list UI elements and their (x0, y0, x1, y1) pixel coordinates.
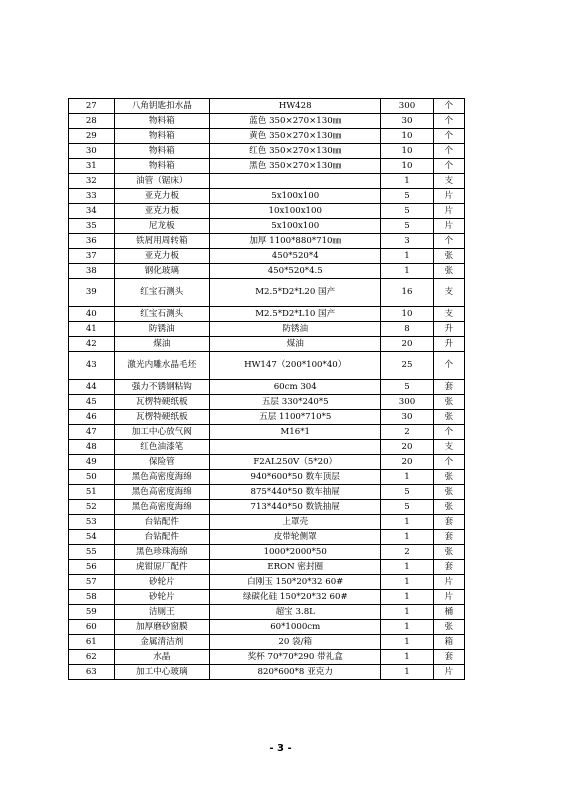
item-unit-cell: 片 (433, 189, 465, 204)
item-number-cell: 55 (69, 545, 115, 560)
item-number-cell: 48 (69, 440, 115, 455)
item-name-cell: 尼龙板 (114, 219, 209, 234)
item-number-cell: 53 (69, 515, 115, 530)
item-spec-cell: 450*520*4.5 (210, 264, 381, 279)
item-number-cell: 45 (69, 395, 115, 410)
item-spec-cell: 820*600*8 亚克力 (210, 665, 381, 680)
item-quantity-cell: 1 (381, 249, 433, 264)
item-quantity-cell: 1 (381, 470, 433, 485)
table-row (69, 189, 465, 204)
item-name-cell: 加工中心放气阀 (114, 425, 209, 440)
item-unit-cell: 张 (433, 620, 465, 635)
item-quantity-cell: 3 (381, 234, 433, 249)
items-table-body (69, 99, 465, 680)
item-quantity-cell: 25 (381, 352, 433, 380)
item-number-cell: 39 (69, 279, 115, 307)
item-quantity-cell: 1 (381, 665, 433, 680)
item-unit-cell: 张 (433, 500, 465, 515)
item-spec-cell: 黄色 350×270×130㎜ (210, 129, 381, 144)
item-quantity-cell: 5 (381, 380, 433, 395)
item-unit-cell: 套 (433, 530, 465, 545)
item-name-cell: 黑色珍珠海绵 (114, 545, 209, 560)
table-row (69, 635, 465, 650)
item-spec-cell: 1000*2000*50 (210, 545, 381, 560)
item-spec-cell: 黑色 350×270×130㎜ (210, 159, 381, 174)
item-number-cell: 34 (69, 204, 115, 219)
item-spec-cell: 875*440*50 数车抽屉 (210, 485, 381, 500)
item-spec-cell: 940*600*50 数车顶层 (210, 470, 381, 485)
table-row (69, 395, 465, 410)
item-number-cell: 58 (69, 590, 115, 605)
item-number-cell: 43 (69, 352, 115, 380)
item-quantity-cell: 1 (381, 650, 433, 665)
item-number-cell: 31 (69, 159, 115, 174)
item-quantity-cell: 2 (381, 545, 433, 560)
item-unit-cell: 支 (433, 279, 465, 307)
item-unit-cell: 个 (433, 144, 465, 159)
item-unit-cell: 张 (433, 410, 465, 425)
table-row (69, 425, 465, 440)
item-name-cell: 激光内雕水晶毛坯 (114, 352, 209, 380)
item-spec-cell: 蓝色 350×270×130㎜ (210, 114, 381, 129)
table-row (69, 380, 465, 395)
table-row (69, 560, 465, 575)
table-row (69, 307, 465, 322)
item-spec-cell: M2.5*D2*L10 国产 (210, 307, 381, 322)
item-unit-cell: 片 (433, 575, 465, 590)
item-name-cell: 台钻配件 (114, 515, 209, 530)
item-unit-cell: 张 (433, 470, 465, 485)
item-spec-cell: HW428 (210, 99, 381, 114)
item-number-cell: 28 (69, 114, 115, 129)
item-spec-cell: 五层 1100*710*5 (210, 410, 381, 425)
item-name-cell: 黑色高密度海绵 (114, 470, 209, 485)
item-unit-cell: 片 (433, 204, 465, 219)
page-number: - 3 - (269, 743, 292, 754)
item-unit-cell: 片 (433, 590, 465, 605)
item-spec-cell: HW147（200*100*40） (210, 352, 381, 380)
item-quantity-cell: 30 (381, 114, 433, 129)
item-spec-cell (210, 440, 381, 455)
item-name-cell: 金属清洁剂 (114, 635, 209, 650)
item-number-cell: 63 (69, 665, 115, 680)
item-quantity-cell: 10 (381, 129, 433, 144)
item-quantity-cell: 1 (381, 620, 433, 635)
item-spec-cell: 5x100x100 (210, 189, 381, 204)
item-unit-cell: 个 (433, 425, 465, 440)
table-row (69, 234, 465, 249)
table-row (69, 219, 465, 234)
item-quantity-cell: 20 (381, 455, 433, 470)
item-name-cell: 砂轮片 (114, 590, 209, 605)
item-number-cell: 52 (69, 500, 115, 515)
table-row (69, 337, 465, 352)
table-row (69, 530, 465, 545)
item-name-cell: 亚克力板 (114, 189, 209, 204)
table-row (69, 485, 465, 500)
item-unit-cell: 张 (433, 395, 465, 410)
table-row (69, 500, 465, 515)
item-unit-cell: 箱 (433, 635, 465, 650)
item-spec-cell: 60cm 304 (210, 380, 381, 395)
item-unit-cell: 个 (433, 99, 465, 114)
item-quantity-cell: 1 (381, 264, 433, 279)
item-quantity-cell: 1 (381, 590, 433, 605)
item-quantity-cell: 2 (381, 425, 433, 440)
table-row (69, 590, 465, 605)
item-number-cell: 41 (69, 322, 115, 337)
item-number-cell: 54 (69, 530, 115, 545)
table-row (69, 322, 465, 337)
table-row (69, 174, 465, 189)
item-spec-cell: 皮带轮侧罩 (210, 530, 381, 545)
item-unit-cell: 套 (433, 650, 465, 665)
item-number-cell: 61 (69, 635, 115, 650)
table-row (69, 665, 465, 680)
item-spec-cell: M16*1 (210, 425, 381, 440)
item-number-cell: 27 (69, 99, 115, 114)
item-unit-cell: 支 (433, 307, 465, 322)
item-quantity-cell: 1 (381, 575, 433, 590)
item-quantity-cell: 1 (381, 635, 433, 650)
table-row (69, 440, 465, 455)
item-quantity-cell: 30 (381, 410, 433, 425)
item-unit-cell: 个 (433, 352, 465, 380)
item-name-cell: 强力不锈钢粘钩 (114, 380, 209, 395)
item-number-cell: 46 (69, 410, 115, 425)
table-row (69, 279, 465, 307)
item-name-cell: 红色油漆笔 (114, 440, 209, 455)
item-spec-cell: 超宝 3.8L (210, 605, 381, 620)
item-quantity-cell: 10 (381, 144, 433, 159)
item-quantity-cell: 1 (381, 174, 433, 189)
item-quantity-cell: 5 (381, 485, 433, 500)
item-spec-cell: 5x100x100 (210, 219, 381, 234)
item-name-cell: 红宝石测头 (114, 307, 209, 322)
item-spec-cell: 20 袋/箱 (210, 635, 381, 650)
item-quantity-cell: 1 (381, 515, 433, 530)
table-row (69, 249, 465, 264)
items-table (68, 98, 465, 680)
item-unit-cell: 个 (433, 234, 465, 249)
table-row (69, 129, 465, 144)
item-number-cell: 38 (69, 264, 115, 279)
table-row (69, 650, 465, 665)
item-unit-cell: 升 (433, 337, 465, 352)
item-name-cell: 虎钳原厂配件 (114, 560, 209, 575)
item-name-cell: 台钻配件 (114, 530, 209, 545)
item-unit-cell: 支 (433, 440, 465, 455)
item-unit-cell: 个 (433, 129, 465, 144)
item-spec-cell: 713*440*50 数铣抽屉 (210, 500, 381, 515)
item-spec-cell: M2.5*D2*L20 国产 (210, 279, 381, 307)
item-number-cell: 33 (69, 189, 115, 204)
item-spec-cell: 奖杯 70*70*290 带礼盒 (210, 650, 381, 665)
item-number-cell: 30 (69, 144, 115, 159)
item-spec-cell: F2AL250V（5*20） (210, 455, 381, 470)
item-quantity-cell: 20 (381, 440, 433, 455)
item-spec-cell: 红色 350×270×130㎜ (210, 144, 381, 159)
item-spec-cell: ERON 密封圈 (210, 560, 381, 575)
item-name-cell: 钢化玻璃 (114, 264, 209, 279)
item-name-cell: 瓦楞特硬纸板 (114, 395, 209, 410)
item-spec-cell: 加厚 1100*880*710㎜ (210, 234, 381, 249)
item-name-cell: 加工中心玻璃 (114, 665, 209, 680)
item-name-cell: 洁厕王 (114, 605, 209, 620)
item-quantity-cell: 16 (381, 279, 433, 307)
item-name-cell: 黑色高密度海绵 (114, 485, 209, 500)
item-unit-cell: 片 (433, 665, 465, 680)
table-row (69, 620, 465, 635)
table-row (69, 114, 465, 129)
item-quantity-cell: 20 (381, 337, 433, 352)
item-quantity-cell: 1 (381, 530, 433, 545)
item-unit-cell: 个 (433, 159, 465, 174)
item-number-cell: 40 (69, 307, 115, 322)
table-row (69, 545, 465, 560)
item-spec-cell: 煤油 (210, 337, 381, 352)
table-row (69, 455, 465, 470)
item-number-cell: 44 (69, 380, 115, 395)
item-unit-cell: 升 (433, 322, 465, 337)
item-number-cell: 49 (69, 455, 115, 470)
item-number-cell: 60 (69, 620, 115, 635)
item-spec-cell: 10x100x100 (210, 204, 381, 219)
item-name-cell: 瓦楞特硬纸板 (114, 410, 209, 425)
item-unit-cell: 片 (433, 219, 465, 234)
item-quantity-cell: 5 (381, 500, 433, 515)
item-number-cell: 32 (69, 174, 115, 189)
item-spec-cell: 防锈油 (210, 322, 381, 337)
item-spec-cell (210, 174, 381, 189)
item-unit-cell: 桶 (433, 605, 465, 620)
table-row (69, 575, 465, 590)
item-name-cell: 八角钥匙扣水晶 (114, 99, 209, 114)
item-name-cell: 防锈油 (114, 322, 209, 337)
item-number-cell: 47 (69, 425, 115, 440)
item-name-cell: 水晶 (114, 650, 209, 665)
item-quantity-cell: 10 (381, 307, 433, 322)
item-number-cell: 35 (69, 219, 115, 234)
item-unit-cell: 张 (433, 485, 465, 500)
item-number-cell: 56 (69, 560, 115, 575)
item-number-cell: 36 (69, 234, 115, 249)
item-unit-cell: 套 (433, 380, 465, 395)
item-spec-cell: 上罩壳 (210, 515, 381, 530)
item-quantity-cell: 5 (381, 204, 433, 219)
item-name-cell: 黑色高密度海绵 (114, 500, 209, 515)
item-name-cell: 铁屑用周转箱 (114, 234, 209, 249)
table-row (69, 515, 465, 530)
item-unit-cell: 张 (433, 264, 465, 279)
item-spec-cell: 白刚玉 150*20*32 60# (210, 575, 381, 590)
item-number-cell: 37 (69, 249, 115, 264)
item-spec-cell: 五层 330*240*5 (210, 395, 381, 410)
item-number-cell: 50 (69, 470, 115, 485)
item-name-cell: 物料箱 (114, 144, 209, 159)
item-number-cell: 51 (69, 485, 115, 500)
item-name-cell: 红宝石测头 (114, 279, 209, 307)
table-row (69, 99, 465, 114)
item-quantity-cell: 5 (381, 189, 433, 204)
table-row (69, 159, 465, 174)
item-quantity-cell: 8 (381, 322, 433, 337)
item-number-cell: 59 (69, 605, 115, 620)
item-unit-cell: 套 (433, 560, 465, 575)
table-row (69, 264, 465, 279)
item-unit-cell: 支 (433, 174, 465, 189)
item-number-cell: 57 (69, 575, 115, 590)
item-name-cell: 加厚磨砂窗膜 (114, 620, 209, 635)
item-unit-cell: 张 (433, 545, 465, 560)
table-row (69, 144, 465, 159)
item-name-cell: 保险管 (114, 455, 209, 470)
item-name-cell: 砂轮片 (114, 575, 209, 590)
table-row (69, 470, 465, 485)
item-name-cell: 物料箱 (114, 159, 209, 174)
item-unit-cell: 张 (433, 249, 465, 264)
item-name-cell: 煤油 (114, 337, 209, 352)
item-number-cell: 62 (69, 650, 115, 665)
table-row (69, 352, 465, 380)
item-name-cell: 亚克力板 (114, 204, 209, 219)
item-quantity-cell: 1 (381, 560, 433, 575)
item-spec-cell: 60*1000cm (210, 620, 381, 635)
item-number-cell: 42 (69, 337, 115, 352)
item-unit-cell: 个 (433, 114, 465, 129)
item-spec-cell: 绿碳化硅 150*20*32 60# (210, 590, 381, 605)
item-name-cell: 物料箱 (114, 114, 209, 129)
item-number-cell: 29 (69, 129, 115, 144)
item-quantity-cell: 300 (381, 395, 433, 410)
table-row (69, 410, 465, 425)
item-quantity-cell: 1 (381, 605, 433, 620)
item-name-cell: 油管（锯床） (114, 174, 209, 189)
item-quantity-cell: 300 (381, 99, 433, 114)
item-quantity-cell: 5 (381, 219, 433, 234)
table-row (69, 605, 465, 620)
item-spec-cell: 450*520*4 (210, 249, 381, 264)
item-name-cell: 亚克力板 (114, 249, 209, 264)
item-name-cell: 物料箱 (114, 129, 209, 144)
item-unit-cell: 个 (433, 455, 465, 470)
item-unit-cell: 套 (433, 515, 465, 530)
item-quantity-cell: 10 (381, 159, 433, 174)
table-row (69, 204, 465, 219)
